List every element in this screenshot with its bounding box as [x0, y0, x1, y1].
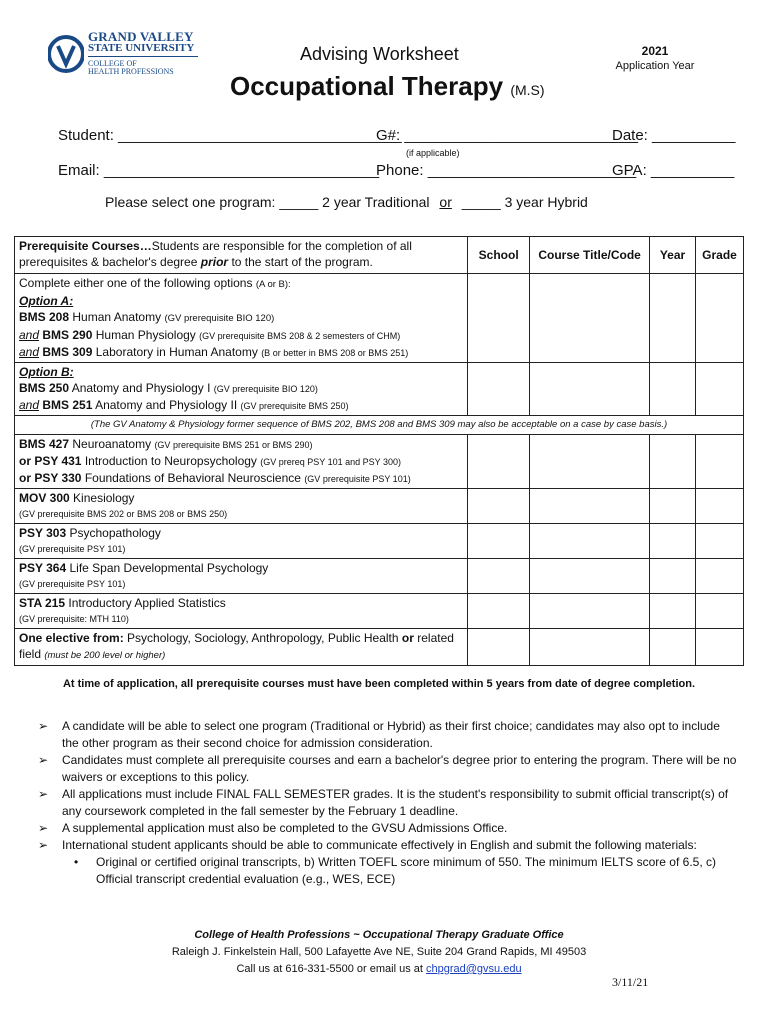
bms208-note: (GV prerequisite BIO 120)	[164, 313, 275, 324]
course-cell[interactable]	[530, 363, 650, 416]
bms309-note: (B or better in BMS 208 or BMS 251)	[261, 348, 409, 358]
bullet-text: All applications must include FINAL FALL SEMESTER grades. It is the student's responsibility to submit official transcript(s) of any coursework completed in the fall semester by the February 1 deadline.	[62, 787, 729, 818]
gnumber-hint: (if applicable)	[406, 148, 460, 158]
course-cell[interactable]	[530, 274, 650, 363]
psy431-name: Introduction to Neuropsychology	[84, 454, 257, 468]
revision-date: 3/11/21	[612, 975, 649, 989]
bms251-code: BMS 251	[42, 398, 93, 412]
table-row	[15, 274, 744, 363]
student-field[interactable]: Student: __________________________________	[58, 127, 402, 144]
psy303-note: (GV prerequisite PSY 101)	[19, 544, 126, 554]
year-cell[interactable]	[650, 559, 696, 594]
grade-cell[interactable]	[696, 363, 744, 416]
page-title	[230, 71, 545, 102]
psy330-code: or PSY 330	[19, 471, 82, 485]
elective-label: One elective from:	[19, 631, 124, 645]
list-item	[38, 752, 738, 786]
school-cell[interactable]	[468, 435, 530, 489]
email-field[interactable]: Email: _________________________________	[58, 162, 380, 179]
logo-line-1: GRAND VALLEY	[88, 29, 194, 44]
date-field[interactable]: Date: __________	[612, 127, 736, 144]
bullet-text: A candidate will be able to select one program (Traditional or Hybrid) as their first choice; candidates may also opt to include the other program as their second choice for admission consideration.	[62, 719, 720, 750]
bms309-code: BMS 309	[42, 345, 93, 359]
psy364-note: (GV prerequisite PSY 101)	[19, 579, 126, 589]
prereq-prior: prior	[200, 255, 229, 269]
gvsu-logo	[48, 29, 195, 86]
prereq-heading: Prerequisite Courses…	[19, 239, 152, 253]
gnumber-field[interactable]: G#: ____________________________	[376, 127, 638, 144]
grade-cell[interactable]	[696, 594, 744, 629]
school-cell[interactable]	[468, 524, 530, 559]
year-cell[interactable]	[650, 594, 696, 629]
gpa-field[interactable]: GPA: __________	[612, 162, 735, 179]
list-item	[38, 854, 738, 888]
psy364-code: PSY 364	[19, 561, 67, 575]
list-item	[38, 820, 738, 837]
complete-either: Complete either one of the following options	[19, 276, 253, 290]
mov300-name: Kinesiology	[73, 491, 135, 505]
logo-line-3: COLLEGE OF	[88, 59, 137, 68]
grade-cell[interactable]	[696, 274, 744, 363]
year-cell[interactable]	[650, 363, 696, 416]
table-row	[15, 629, 744, 666]
header-grade: Grade	[696, 237, 744, 274]
program-selection[interactable]	[105, 194, 588, 210]
phone-field[interactable]: Phone: _________________________	[376, 162, 637, 179]
and-label: and	[19, 328, 40, 342]
elective-or: or	[401, 631, 414, 645]
bms250-code: BMS 250	[19, 381, 70, 395]
table-row	[15, 489, 744, 524]
bullet-text: Candidates must complete all prerequisite courses and earn a bachelor's degree prior to entering the program. There will be no waivers or exceptions to this policy.	[62, 753, 737, 784]
bms208-name: Human Anatomy	[72, 310, 162, 324]
option-a-cell	[15, 274, 468, 363]
course-cell[interactable]	[530, 524, 650, 559]
bms427-name: Neuroanatomy	[72, 437, 152, 451]
footer-email-link[interactable]: chpgrad@gvsu.edu	[426, 963, 522, 975]
arrow-bullet-icon: ➢	[38, 719, 49, 733]
bullet-text: A supplemental application must also be completed to the GVSU Admissions Office.	[62, 821, 508, 835]
list-item	[38, 837, 738, 854]
neuro-cell	[15, 435, 468, 489]
program-traditional[interactable]: Please select one program: _____ 2 year Traditional	[105, 194, 430, 210]
course-cell[interactable]	[530, 489, 650, 524]
gv-sequence-note: (The GV Anatomy & Physiology former sequence of BMS 202, BMS 208 and BMS 309 may also be acceptable on a case by case basis.)	[15, 416, 744, 435]
completion-requirement: At time of application, all prerequisite courses must have been completed within 5 years from date of degree completion.	[62, 678, 696, 690]
degree-label: (M.S)	[510, 82, 545, 98]
year-label: Application Year	[615, 60, 695, 72]
list-item	[38, 718, 738, 752]
application-year	[600, 44, 710, 72]
table-row	[15, 416, 744, 435]
prerequisite-table	[14, 236, 744, 666]
year-cell[interactable]	[650, 435, 696, 489]
elective-text: Psychology, Sociology, Anthropology, Public Health	[127, 631, 399, 645]
bms251-note: (GV prerequisite BMS 250)	[240, 401, 349, 411]
psy330-name: Foundations of Behavioral Neuroscience	[84, 471, 301, 485]
psy364-cell	[15, 559, 468, 594]
header-course: Course Title/Code	[530, 237, 650, 274]
psy330-note: (GV prerequisite PSY 101)	[304, 474, 411, 484]
school-cell[interactable]	[468, 489, 530, 524]
logo-line-2: STATE UNIVERSITY	[88, 43, 198, 57]
course-cell[interactable]	[530, 559, 650, 594]
arrow-bullet-icon: ➢	[38, 787, 49, 801]
table-row	[15, 594, 744, 629]
arrow-bullet-icon: ➢	[38, 753, 49, 767]
psy364-name: Life Span Developmental Psychology	[69, 561, 269, 575]
psy303-cell	[15, 524, 468, 559]
option-a-label: Option A:	[19, 294, 74, 308]
year-cell[interactable]	[650, 489, 696, 524]
bms290-name: Human Physiology	[95, 328, 196, 342]
and-label: and	[19, 398, 40, 412]
bullet-text: Original or certified original transcripts, b) Written TOEFL score minimum of 550. The minimum IELTS score of 6.5, c) Official transcript credential evaluation (e.g., WES, ECE)	[96, 855, 716, 886]
sta215-note: (GV prerequisite: MTH 110)	[19, 614, 129, 624]
and-label: and	[19, 345, 40, 359]
footer-address: Raleigh J. Finkelstein Hall, 500 Lafayette Ave NE, Suite 204 Grand Rapids, MI 49503	[171, 946, 587, 958]
gvsu-shield-icon	[48, 32, 84, 78]
program-or: or	[439, 194, 452, 210]
bms309-name: Laboratory in Human Anatomy	[95, 345, 258, 359]
bms208-code: BMS 208	[19, 310, 70, 324]
elective-text-2: related field	[19, 631, 454, 661]
logo-line-4: HEALTH PROFESSIONS	[88, 67, 174, 76]
school-cell[interactable]	[468, 559, 530, 594]
dot-bullet-icon: •	[74, 855, 79, 869]
option-b-cell	[15, 363, 468, 416]
course-cell[interactable]	[530, 594, 650, 629]
psy431-note: (GV prereq PSY 101 and PSY 300)	[260, 457, 402, 467]
sta215-name: Introductory Applied Statistics	[68, 596, 226, 610]
sta215-cell	[15, 594, 468, 629]
bullet-text: International student applicants should be able to communicate effectively in English and submit the following materials:	[62, 838, 697, 852]
option-b-label: Option B:	[19, 365, 74, 379]
course-cell[interactable]	[530, 435, 650, 489]
prereq-end: to the start of the program.	[231, 255, 373, 269]
bms250-name: Anatomy and Physiology I	[71, 381, 211, 395]
header-school: School	[468, 237, 530, 274]
school-cell[interactable]	[468, 363, 530, 416]
footer-call: Call us at 616-331-5500 or email us at	[236, 963, 423, 975]
grade-cell[interactable]	[696, 629, 744, 666]
bms290-note: (GV prerequisite BMS 208 & 2 semesters of CHM)	[199, 331, 401, 341]
bms251-name: Anatomy and Physiology II	[95, 398, 238, 412]
grade-cell[interactable]	[696, 435, 744, 489]
bms290-code: BMS 290	[42, 328, 93, 342]
worksheet-subtitle: Advising Worksheet	[300, 44, 459, 64]
psy303-code: PSY 303	[19, 526, 67, 540]
mov300-note: (GV prerequisite BMS 202 or BMS 208 or BMS 250)	[19, 509, 228, 519]
elective-cell	[15, 629, 468, 666]
program-title: Occupational Therapy	[230, 71, 504, 101]
complete-either-note: (A or B):	[255, 279, 291, 290]
footer-office: College of Health Professions ~ Occupational Therapy Graduate Office	[194, 929, 564, 941]
policy-list	[38, 718, 738, 888]
grade-cell[interactable]	[696, 524, 744, 559]
mov300-code: MOV 300	[19, 491, 70, 505]
header-year: Year	[650, 237, 696, 274]
year-cell[interactable]	[650, 274, 696, 363]
year-cell[interactable]	[650, 524, 696, 559]
sta215-code: STA 215	[19, 596, 66, 610]
school-cell[interactable]	[468, 594, 530, 629]
psy303-name: Psychopathology	[69, 526, 161, 540]
footer	[14, 927, 744, 978]
bms250-note: (GV prerequisite BIO 120)	[213, 384, 318, 394]
arrow-bullet-icon: ➢	[38, 821, 49, 835]
psy431-code: or PSY 431	[19, 454, 82, 468]
program-hybrid[interactable]: _____ 3 year Hybrid	[461, 194, 588, 210]
table-row	[15, 559, 744, 594]
table-row	[15, 363, 744, 416]
school-cell[interactable]	[468, 629, 530, 666]
arrow-bullet-icon: ➢	[38, 838, 49, 852]
grade-cell[interactable]	[696, 489, 744, 524]
table-row	[15, 435, 744, 489]
grade-cell[interactable]	[696, 559, 744, 594]
mov300-cell	[15, 489, 468, 524]
year-value: 2021	[641, 44, 669, 58]
bms427-note: (GV prerequisite BMS 251 or BMS 290)	[154, 440, 313, 450]
bms427-code: BMS 427	[19, 437, 70, 451]
table-row	[15, 237, 744, 274]
prereq-intro	[15, 237, 468, 274]
elective-note: (must be 200 level or higher)	[44, 650, 166, 661]
year-cell[interactable]	[650, 629, 696, 666]
school-cell[interactable]	[468, 274, 530, 363]
table-row	[15, 524, 744, 559]
list-item	[38, 786, 738, 820]
course-cell[interactable]	[530, 629, 650, 666]
prereq-text: Students are responsible for the completion of all prerequisites & bachelor's degree	[19, 239, 412, 269]
